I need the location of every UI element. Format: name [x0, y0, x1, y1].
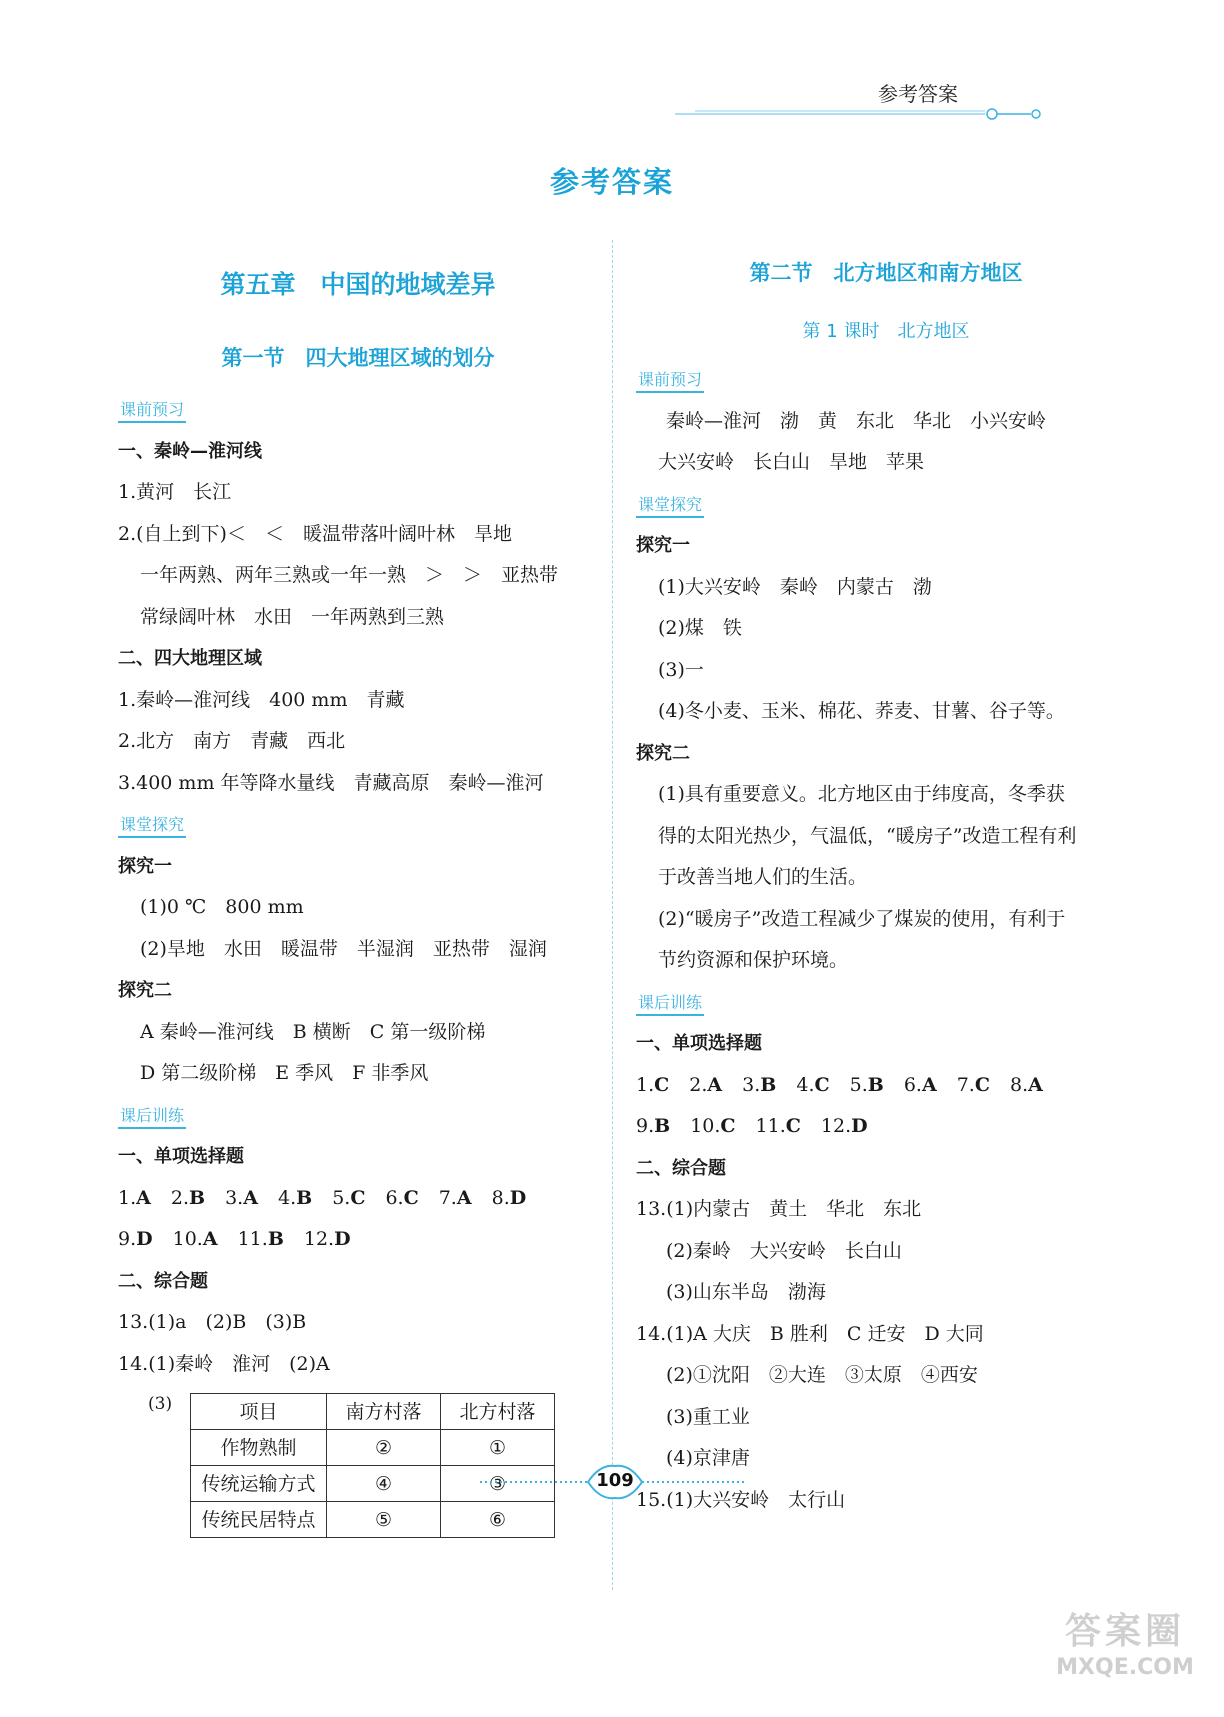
answer-line: (1)大兴安岭 秦岭 内蒙古 渤 — [658, 575, 932, 598]
mc-answer-letter: D — [509, 1186, 527, 1209]
mc-question-number: 1. — [118, 1186, 137, 1209]
mc-question-number: 3. — [225, 1186, 244, 1209]
mc-question-number: 8. — [1009, 1073, 1029, 1096]
mc-answer-letter: A — [456, 1186, 472, 1209]
mc-answer — [690, 1115, 735, 1137]
answer-line: 3.400 mm 年等降水量线 青藏高原 秦岭—淮河 — [118, 771, 544, 794]
answer-line: 一年两熟、两年三熟或一年一熟 ＞ ＞ 亚热带 — [140, 564, 559, 586]
table-cell: ② — [327, 1430, 441, 1466]
table-header-row — [191, 1394, 555, 1430]
answer-line: (3)山东半岛 渤海 — [666, 1281, 826, 1303]
answer-line: 14.(1)A 大庆 B 胜利 C 迁安 D 大同 — [636, 1322, 984, 1345]
answer-line: (2)“暖房子”改造工程减少了煤炭的使用，有利于 — [658, 907, 1066, 930]
page-title: 参考答案 — [549, 165, 674, 199]
mc-question-number: 5. — [849, 1073, 868, 1096]
answer-line: 14.(1)秦岭 淮河 (2)A — [118, 1352, 330, 1375]
mc-answer — [171, 1187, 205, 1209]
chapter-title: 第五章 中国的地域差异 — [220, 270, 496, 299]
mc-answer — [238, 1228, 284, 1250]
table-row — [191, 1430, 555, 1466]
heading: 一、秦岭—淮河线 — [118, 440, 262, 462]
mc-question-number: 6. — [903, 1073, 922, 1096]
running-header-label: 参考答案 — [878, 82, 958, 106]
watermark-logo-text: 答案圈 — [1064, 1611, 1185, 1652]
mc-answer-letter: C — [785, 1115, 801, 1137]
mc-question-number: 11. — [237, 1228, 268, 1250]
answer-line: (3)重工业 — [666, 1405, 750, 1428]
answer-line: 大兴安岭 长白山 旱地 苹果 — [658, 451, 925, 473]
mc-answer-letter: B — [760, 1073, 777, 1096]
mc-question-number: 8. — [491, 1186, 510, 1209]
table-cell: ③ — [441, 1466, 555, 1502]
table-row — [191, 1502, 555, 1538]
mc-row — [636, 1106, 1136, 1148]
heading: 探究一 — [636, 535, 690, 556]
heading: 二、综合题 — [118, 1270, 208, 1292]
mc-answer-letter: D — [334, 1228, 351, 1250]
answer-line: 13.(1)内蒙古 黄土 华北 东北 — [636, 1198, 922, 1220]
mc-question-number: 10. — [172, 1228, 203, 1250]
answer-line: 秦岭—淮河 渤 黄 东北 华北 小兴安岭 — [666, 409, 1047, 432]
table-cell: ① — [441, 1430, 555, 1466]
mc-answer-letter: A — [136, 1186, 151, 1209]
heading: 探究二 — [118, 980, 172, 1001]
answer-line: 2.北方 南方 青藏 西北 — [118, 730, 346, 752]
mc-answer-letter: C — [814, 1073, 830, 1096]
answer-line: 1.黄河 长江 — [118, 481, 232, 503]
mc-answer-letter: B — [654, 1115, 671, 1137]
mc-answer — [118, 1187, 151, 1209]
answer-line: (4)冬小麦、玉米、棉花、荞麦、甘薯、谷子等。 — [658, 700, 1065, 722]
table-cell: ⑥ — [441, 1502, 555, 1538]
answer-line: 15.(1)大兴安岭 太行山 — [636, 1488, 846, 1511]
mc-answer-letter: C — [720, 1115, 736, 1137]
heading: 探究二 — [636, 742, 690, 764]
mc-question-number: 2. — [689, 1073, 708, 1096]
column-divider — [612, 240, 613, 1590]
mc-answer — [904, 1074, 937, 1096]
heading: 二、综合题 — [636, 1157, 726, 1179]
mc-answer-letter: B — [267, 1228, 284, 1250]
answer-line: (2)旱地 水田 暖温带 半湿润 亚热带 湿润 — [140, 937, 547, 960]
mc-row — [118, 1219, 598, 1261]
mc-answer-letter: B — [867, 1073, 884, 1096]
mc-answer-letter: C — [350, 1186, 366, 1209]
answer-line: 于改善当地人们的生活。 — [658, 866, 868, 888]
section-title: 第二节 北方地区和南方地区 — [749, 260, 1023, 285]
answer-line: (1)0 ℃ 800 mm — [140, 896, 304, 918]
mc-answer — [821, 1115, 868, 1137]
tag-after-class: 课后训练 — [636, 992, 704, 1016]
mc-question-number: 1. — [636, 1073, 655, 1096]
mc-answer — [439, 1187, 472, 1209]
mc-question-number: 11. — [755, 1115, 786, 1137]
heading: 探究一 — [118, 855, 172, 877]
mc-answer-letter: B — [296, 1186, 313, 1209]
watermark-url: MXQE.COM — [1056, 1655, 1194, 1680]
mc-answer — [850, 1074, 884, 1096]
header-decoration-line — [675, 108, 1095, 120]
mc-answer — [636, 1115, 670, 1137]
answer-line: 2.(自上到下)＜ ＜ 暖温带落叶阔叶林 旱地 — [118, 522, 512, 545]
tag-preview: 课前预习 — [118, 399, 186, 423]
left-column — [118, 255, 598, 1549]
mc-question-number: 5. — [332, 1186, 351, 1209]
mc-answer — [689, 1074, 722, 1096]
mc-answer — [278, 1187, 312, 1209]
mc-answer — [332, 1187, 365, 1209]
mc-question-number: 4. — [277, 1186, 297, 1209]
mc-question-number: 9. — [636, 1115, 655, 1137]
mc-question-number: 4. — [796, 1073, 815, 1096]
mc-answer-letter: D — [851, 1115, 868, 1137]
section-title: 第一节 四大地理区域的划分 — [221, 345, 495, 370]
table-header-cell: 北方村落 — [441, 1394, 555, 1430]
mc-answer — [636, 1074, 669, 1096]
answer-line: 常绿阔叶林 水田 一年两熟到三熟 — [140, 605, 445, 628]
tag-classroom: 课堂探究 — [118, 814, 186, 838]
answer-line: 1.秦岭—淮河线 400 mm 青藏 — [118, 688, 405, 711]
table-cell: 传统民居特点 — [191, 1502, 327, 1538]
answer-line: (2)①沈阳 ②大连 ③太原 ④西安 — [666, 1364, 978, 1386]
table-cell: 作物熟制 — [191, 1430, 327, 1466]
table-cell: 传统运输方式 — [191, 1466, 327, 1502]
mc-question-number: 6. — [385, 1186, 404, 1209]
mc-question-number: 12. — [303, 1228, 335, 1250]
right-column — [636, 245, 1136, 1521]
watermark — [1040, 1610, 1210, 1682]
mc-answer — [225, 1187, 258, 1209]
mc-question-number: 3. — [742, 1073, 761, 1096]
table-header-cell: 南方村落 — [327, 1394, 441, 1430]
mc-question-number: 12. — [820, 1115, 852, 1137]
answer-line: (4)京津唐 — [666, 1447, 750, 1469]
tag-after-class: 课后训练 — [118, 1105, 186, 1129]
heading: 一、单项选择题 — [118, 1146, 244, 1167]
mc-answer-letter: A — [243, 1186, 258, 1209]
mc-answer-letter: A — [202, 1228, 218, 1250]
tag-classroom: 课堂探究 — [636, 494, 704, 518]
lesson-title: 第 1 课时 北方地区 — [802, 321, 970, 342]
answer-line: (3)一 — [658, 658, 704, 681]
mc-answer — [173, 1228, 218, 1250]
mc-answer-letter: A — [921, 1073, 937, 1096]
mc-row — [636, 1065, 1136, 1107]
answer-line: 节约资源和保护环境。 — [658, 949, 849, 971]
answer-line: (1)具有重要意义。北方地区由于纬度高，冬季获 — [658, 783, 1065, 805]
mc-answer-letter: A — [1028, 1073, 1043, 1096]
mc-question-number: 10. — [690, 1115, 721, 1137]
mc-answer — [1010, 1074, 1043, 1096]
mc-question-number: 7. — [956, 1073, 975, 1096]
mc-question-number: 2. — [170, 1186, 190, 1209]
mc-answer — [492, 1187, 527, 1209]
mc-answer — [756, 1115, 801, 1137]
mc-answer-letter: A — [707, 1073, 723, 1096]
mc-answer — [118, 1228, 153, 1250]
answer-line: A 秦岭—淮河线 B 横断 C 第一级阶梯 — [140, 1020, 486, 1043]
page-number: 109 — [596, 1470, 634, 1491]
table-header-cell: 项目 — [191, 1394, 327, 1430]
mc-answer-letter: D — [136, 1228, 153, 1250]
heading: 一、单项选择题 — [636, 1033, 762, 1054]
mc-answer — [304, 1228, 351, 1250]
heading: 二、四大地理区域 — [118, 648, 262, 669]
mc-answer-letter: C — [654, 1073, 670, 1096]
mc-answer-letter: B — [189, 1186, 206, 1209]
table-cell: ④ — [327, 1466, 441, 1502]
page-number-block — [0, 1462, 1224, 1502]
mc-answer — [796, 1074, 829, 1096]
table-cell: ⑤ — [327, 1502, 441, 1538]
mc-answer-letter: C — [974, 1073, 990, 1096]
answer-line: (2)秦岭 大兴安岭 长白山 — [666, 1239, 902, 1262]
mc-answer — [957, 1074, 990, 1096]
answer-line: 13.(1)a (2)B (3)B — [118, 1311, 307, 1333]
answer-line: (2)煤 铁 — [658, 617, 742, 639]
mc-answer — [385, 1187, 418, 1209]
mc-question-number: 9. — [118, 1228, 137, 1250]
mc-answer-letter: C — [403, 1186, 419, 1209]
table-item-number: (3) — [148, 1394, 173, 1414]
answer-line: D 第二级阶梯 E 季风 F 非季风 — [140, 1062, 429, 1084]
tag-preview: 课前预习 — [636, 369, 704, 393]
answer-line: 得的太阳光热少，气温低，“暖房子”改造工程有利 — [658, 824, 1077, 847]
mc-answer — [742, 1074, 776, 1096]
mc-row — [118, 1178, 598, 1220]
mc-question-number: 7. — [438, 1186, 457, 1209]
